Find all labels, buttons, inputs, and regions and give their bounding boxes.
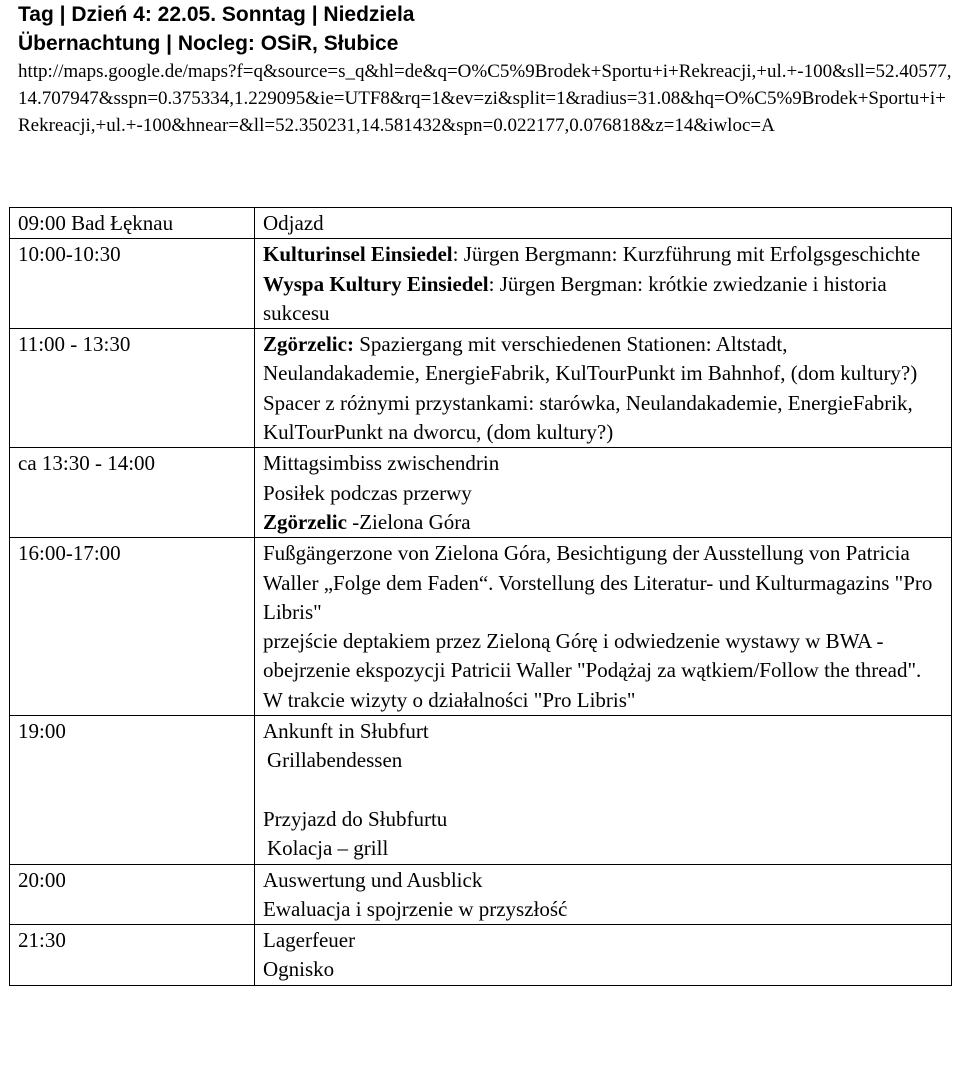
document-header xyxy=(18,0,953,139)
description-cell xyxy=(255,329,952,448)
table-row xyxy=(10,448,952,538)
table-row xyxy=(10,925,952,986)
description-text: : Jürgen Bergmann: Kurzführung mit Erfolgsgeschichte xyxy=(452,242,921,267)
route-description xyxy=(263,508,943,537)
german-description: Fußgängerzone von Zielona Góra, Besichtigung der Ausstellung von Patricia Waller „Folge dem Faden“. Vorstellung des Literatur- und Kulturmagazins "Pro Libris" xyxy=(263,541,933,624)
place-name: Kulturinsel Einsiedel xyxy=(263,242,453,267)
description-cell xyxy=(255,716,952,864)
route-text: -Zielona Góra xyxy=(346,509,471,534)
time-cell: 09:00 Bad Łęknau xyxy=(10,208,255,239)
polish-description: Ewaluacja i spojrzenie w przyszłość xyxy=(263,896,568,921)
description-cell xyxy=(255,208,952,239)
time-cell: ca 13:30 - 14:00 xyxy=(10,448,255,538)
polish-arrival: Przyjazd do Słubfurtu xyxy=(263,806,448,831)
time-cell: 11:00 - 13:30 xyxy=(10,329,255,448)
german-dinner: Grillabendessen xyxy=(267,748,403,773)
description-text: : Jürgen Bergman: krótkie zwiedzanie i historia sukcesu xyxy=(263,271,887,325)
table-row xyxy=(10,239,952,329)
spacer xyxy=(263,776,943,805)
map-link[interactable]: http://maps.google.de/maps?f=q&source=s_q&hl=de&q=O%C5%9Brodek+Sportu+i+Rekreacji,+ul.+-100&sll=52.40577,14.707947&sspn=0.375334,1.229095&ie=UTF8&rq=1&ev=zi&split=1&radius=31.08&hq=O%C5%9Brodek+Sportu+i+Rekreacji,+ul.+-100&hnear=&ll=52.350231,14.581432&spn=0.022177,0.076818&z=14&iwloc=A xyxy=(18,61,952,136)
time-cell: 10:00-10:30 xyxy=(10,239,255,329)
german-description: Auswertung und Ausblick xyxy=(263,867,483,892)
polish-description: Posiłek podczas przerwy xyxy=(263,480,472,505)
polish-description: przejście deptakiem przez Zieloną Górę i odwiedzenie wystawy w BWA - obejrzenie ekspozycji Patricii Waller "Podążaj za wątkiem/Follow the thread". W trakcie wizyty o działalności "Pro Libris" xyxy=(263,629,922,712)
polish-dinner: Kolacja – grill xyxy=(267,836,389,861)
time-cell: 19:00 xyxy=(10,716,255,864)
departure-text: Odjazd xyxy=(263,211,324,235)
time-cell: 21:30 xyxy=(10,925,255,986)
table-row xyxy=(10,538,952,716)
german-description: Mittagsimbiss zwischendrin xyxy=(263,451,500,476)
table-row xyxy=(10,208,952,239)
time-cell: 20:00 xyxy=(10,864,255,925)
day-title: Tag | Dzień 4: 22.05. Sonntag | Niedziela xyxy=(18,3,415,26)
description-cell xyxy=(255,925,952,986)
place-name: Zgörzelic: xyxy=(263,332,354,357)
polish-description xyxy=(263,270,943,329)
accommodation-title: Übernachtung | Nocleg: OSiR, Słubice xyxy=(18,32,399,55)
german-description xyxy=(263,240,943,269)
description-cell xyxy=(255,448,952,538)
place-name: Zgörzelic xyxy=(263,509,347,534)
description-cell xyxy=(255,864,952,925)
time-cell: 16:00-17:00 xyxy=(10,538,255,716)
table-row xyxy=(10,716,952,864)
german-description: Lagerfeuer xyxy=(263,928,356,953)
description-cell xyxy=(255,538,952,716)
german-arrival: Ankunft in Słubfurt xyxy=(263,719,429,744)
description-text: Spaziergang mit verschiedenen Stationen: Altstadt, Neulandakademie, EnergieFabrik, KulTourPunkt im Bahnhof, (dom kultury?) xyxy=(263,332,918,386)
german-description xyxy=(263,330,943,389)
table-row xyxy=(10,329,952,448)
table-row xyxy=(10,864,952,925)
polish-description: Ognisko xyxy=(263,957,335,982)
description-cell xyxy=(255,239,952,329)
polish-description: Spacer z różnymi przystankami: starówka, Neulandakademie, EnergieFabrik, KulTourPunkt na dworcu, (dom kultury?) xyxy=(263,390,913,445)
place-name: Wyspa Kultury Einsiedel xyxy=(263,271,489,296)
schedule-table xyxy=(9,207,952,986)
